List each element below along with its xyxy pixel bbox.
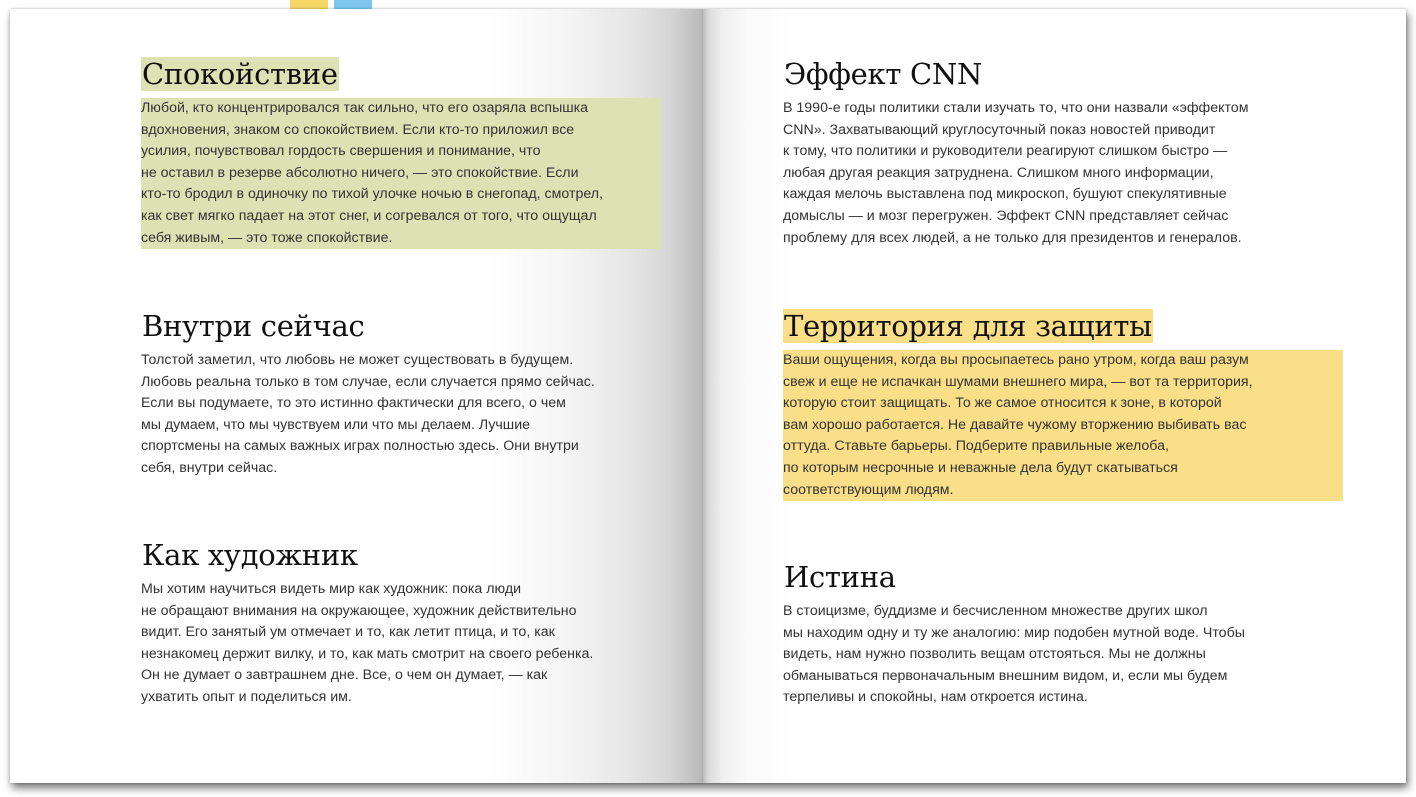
- body-line: В стоицизме, буддизме и бесчисленном множестве других школ: [783, 603, 1208, 619]
- open-book: [10, 9, 1406, 783]
- section-title: [783, 559, 1343, 595]
- section-inside-now: [141, 308, 661, 480]
- section-title-text: Территория для защиты: [784, 309, 1152, 343]
- section-title-text: Как художник: [142, 538, 358, 572]
- body-line: к тому, что политики и руководители реагируют слишком быстро —: [783, 143, 1228, 160]
- body-line: проблему для всех людей, а не только для президентов и генералов.: [783, 229, 1242, 246]
- section-body: [783, 601, 1343, 709]
- body-line: каждая мелочь выставлена под микроскоп, бушуют спекулятивные: [783, 186, 1227, 203]
- body-line: мы думаем, что мы чувствуем или что мы делаем. Лучшие: [141, 416, 531, 433]
- section-body: [783, 350, 1343, 501]
- body-line: вам хорошо работается. Не давайте чужому вторжению выбивать вас: [783, 415, 1343, 437]
- body-line: В 1990-е годы политики стали изучать то, что они назвали «эффектом: [783, 100, 1249, 116]
- section-body: [141, 350, 661, 480]
- body-line: видеть, нам нужно позволить вещам отстояться. Мы не должны: [783, 646, 1206, 663]
- section-body: [783, 98, 1343, 249]
- body-line: обманываться первоначальным внешним видом, и, если мы будем: [783, 667, 1228, 684]
- section-title: [783, 56, 1343, 92]
- body-line: терпеливы и спокойны, нам откроется истина.: [783, 689, 1088, 706]
- body-line: спортсмены на самых важных играх полностью здесь. Они внутри: [141, 438, 579, 455]
- section-title: [783, 308, 1343, 344]
- body-line: кто-то бродил в одиночку по тихой улочке ночью в снегопад, смотрел,: [141, 184, 661, 206]
- section-body: [141, 579, 661, 709]
- body-line: Любовь реальна только в том случае, если случается прямо сейчас.: [141, 373, 595, 390]
- section-truth: [783, 559, 1343, 709]
- body-line: Ваши ощущения, когда вы просыпаетесь рано утром, когда ваш разум: [783, 350, 1343, 372]
- body-line: Если вы подумаете, то это истинно фактически для всего, о чем: [141, 395, 566, 412]
- section-title-text: Эффект CNN: [784, 57, 983, 91]
- body-line: себя, внутри сейчас.: [141, 459, 278, 476]
- body-line: мы находим одну и ту же аналогию: мир подобен мутной воде. Чтобы: [783, 624, 1245, 641]
- body-line: себя живым, — это тоже спокойствие.: [141, 228, 661, 250]
- section-calm: [141, 56, 661, 249]
- right-page: [703, 9, 1406, 783]
- body-line: Любой, кто концентрировался так сильно, что его озаряла вспышка: [141, 98, 661, 120]
- body-line: Толстой заметил, что любовь не может существовать в будущем.: [141, 352, 574, 368]
- body-line: незнакомец держит вилку, и то, как мать смотрит на своего ребенка.: [141, 645, 594, 662]
- body-line: домыслы — и мозг перегружен. Эффект CNN представляет сейчас: [783, 207, 1229, 224]
- body-line: любая другая реакция затруднена. Слишком много информации,: [783, 164, 1214, 181]
- section-title: [141, 537, 661, 573]
- section-body: [141, 98, 661, 249]
- body-line: не обращают внимания на окружающее, художник действительно: [141, 602, 577, 619]
- body-line: по которым несрочные и неважные дела будут скатываться: [783, 458, 1343, 480]
- body-line: ухватить опыт и поделиться им.: [141, 688, 352, 705]
- body-line: соответствующим людям.: [783, 480, 1343, 502]
- section-territory: [783, 308, 1343, 501]
- section-title: [141, 56, 661, 92]
- section-title: [141, 308, 661, 344]
- body-line: Мы хотим научиться видеть мир как художник: пока люди: [141, 581, 522, 597]
- body-line: вдохновения, знаком со спокойствием. Если кто-то приложил все: [141, 120, 661, 142]
- section-title-text: Спокойствие: [142, 57, 338, 91]
- section-title-text: Внутри сейчас: [142, 309, 365, 343]
- body-line: которую стоит защищать. То же самое относится к зоне, в которой: [783, 393, 1343, 415]
- section-like-artist: [141, 537, 661, 709]
- left-page: [10, 9, 703, 783]
- body-line: оттуда. Ставьте барьеры. Подберите правильные желоба,: [783, 436, 1343, 458]
- section-cnn-effect: [783, 56, 1343, 249]
- body-line: свеж и еще не испачкан шумами внешнего мира, — вот та территория,: [783, 372, 1343, 394]
- body-line: CNN». Захватывающий круглосуточный показ новостей приводит: [783, 121, 1216, 138]
- body-line: как свет мягко падает на этот снег, и согревался от того, что ощущал: [141, 206, 661, 228]
- body-line: видит. Его занятый ум отмечает и то, как летит птица, и то, как: [141, 624, 555, 641]
- section-title-text: Истина: [784, 560, 896, 594]
- body-line: не оставил в резерве абсолютно ничего, — это спокойствие. Если: [141, 163, 661, 185]
- body-line: усилия, почувствовал гордость свершения и понимание, что: [141, 141, 661, 163]
- body-line: Он не думает о завтрашнем дне. Все, о чем он думает, — как: [141, 667, 548, 684]
